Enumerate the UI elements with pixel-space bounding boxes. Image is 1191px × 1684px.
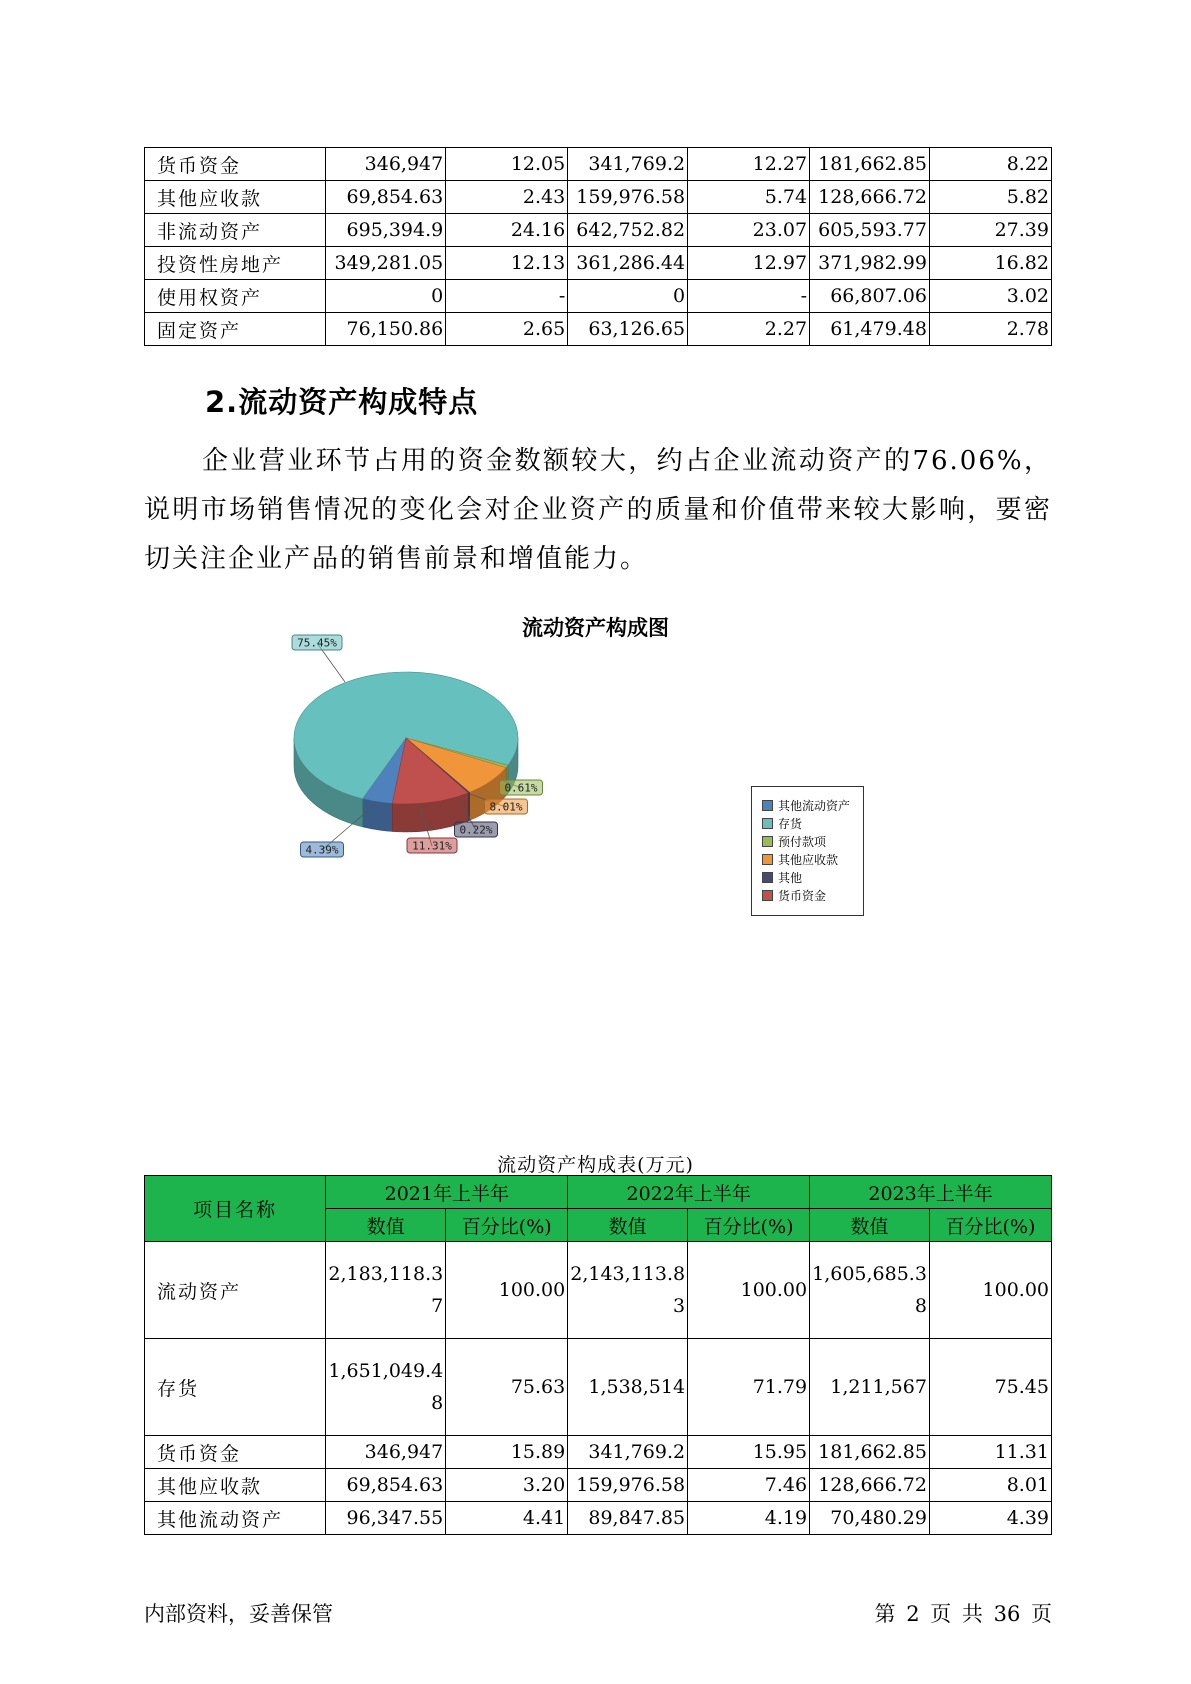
pie-chart bbox=[290, 630, 590, 870]
chart-title: 流动资产构成图 bbox=[522, 616, 669, 640]
footer-confidential-note: 内部资料，妥善保管 bbox=[144, 1602, 333, 1626]
legend-swatch bbox=[762, 818, 773, 829]
percent-cell: 75.63 bbox=[446, 1339, 568, 1436]
header-percent: 百分比(%) bbox=[929, 1209, 1051, 1242]
header-value: 数值 bbox=[326, 1209, 446, 1242]
percent-cell: 16.82 bbox=[929, 247, 1051, 280]
row-label: 其他应收款 bbox=[145, 1469, 326, 1502]
percent-cell: 12.05 bbox=[446, 148, 568, 181]
legend-label: 预付款项 bbox=[778, 834, 827, 849]
asset-structure-table-continued bbox=[144, 147, 1052, 346]
pie-label-text: 11.31% bbox=[412, 839, 452, 853]
row-label: 货币资金 bbox=[145, 1436, 326, 1469]
percent-cell: 27.39 bbox=[929, 214, 1051, 247]
percent-cell: 7.46 bbox=[688, 1469, 810, 1502]
value-cell: 1,211,567 bbox=[810, 1339, 930, 1436]
value-cell: 1,538,514 bbox=[568, 1339, 688, 1436]
row-label: 存货 bbox=[145, 1339, 326, 1436]
percent-cell: 24.16 bbox=[446, 214, 568, 247]
row-label: 流动资产 bbox=[145, 1242, 326, 1339]
value-cell: 605,593.77 bbox=[810, 214, 930, 247]
pie-label-text: 0.22% bbox=[459, 823, 493, 837]
value-cell: 181,662.85 bbox=[810, 148, 930, 181]
percent-cell: 12.13 bbox=[446, 247, 568, 280]
value-cell: 76,150.86 bbox=[326, 313, 446, 346]
value-cell: 2,183,118.37 bbox=[326, 1242, 446, 1339]
value-cell: 89,847.85 bbox=[568, 1502, 688, 1535]
percent-cell: - bbox=[688, 280, 810, 313]
header-value: 数值 bbox=[568, 1209, 688, 1242]
percent-cell: 8.22 bbox=[929, 148, 1051, 181]
current-assets-table bbox=[144, 1175, 1052, 1535]
row-label: 非流动资产 bbox=[145, 214, 326, 247]
value-cell: 371,982.99 bbox=[810, 247, 930, 280]
legend-swatch bbox=[762, 836, 773, 847]
row-label: 其他应收款 bbox=[145, 181, 326, 214]
legend-label: 其他 bbox=[778, 870, 803, 885]
value-cell: 346,947 bbox=[326, 1436, 446, 1469]
value-cell: 2,143,113.83 bbox=[568, 1242, 688, 1339]
header-year: 2023年上半年 bbox=[810, 1176, 1052, 1209]
percent-cell: 11.31 bbox=[929, 1436, 1051, 1469]
header-item-name: 项目名称 bbox=[145, 1176, 326, 1242]
value-cell: 695,394.9 bbox=[326, 214, 446, 247]
pie-label-text: 8.01% bbox=[489, 800, 523, 814]
percent-cell: 2.43 bbox=[446, 181, 568, 214]
percent-cell: 100.00 bbox=[446, 1242, 568, 1339]
percent-cell: 15.89 bbox=[446, 1436, 568, 1469]
value-cell: 642,752.82 bbox=[568, 214, 688, 247]
value-cell: 349,281.05 bbox=[326, 247, 446, 280]
percent-cell: 8.01 bbox=[929, 1469, 1051, 1502]
value-cell: 0 bbox=[326, 280, 446, 313]
percent-cell: 2.27 bbox=[688, 313, 810, 346]
percent-cell: 4.19 bbox=[688, 1502, 810, 1535]
section-heading: 2.流动资产构成特点 bbox=[205, 385, 479, 419]
header-year: 2022年上半年 bbox=[568, 1176, 810, 1209]
table-row bbox=[145, 1339, 1052, 1436]
percent-cell: 2.78 bbox=[929, 313, 1051, 346]
table-row bbox=[145, 247, 1052, 280]
legend-label: 其他应收款 bbox=[778, 852, 839, 867]
legend-item bbox=[762, 796, 863, 814]
header-value: 数值 bbox=[810, 1209, 930, 1242]
value-cell: 159,976.58 bbox=[568, 1469, 688, 1502]
legend-item bbox=[762, 886, 863, 904]
table-row bbox=[145, 280, 1052, 313]
table-row bbox=[145, 1436, 1052, 1469]
percent-cell: 100.00 bbox=[929, 1242, 1051, 1339]
value-cell: 341,769.2 bbox=[568, 1436, 688, 1469]
row-label: 使用权资产 bbox=[145, 280, 326, 313]
percent-cell: 4.39 bbox=[929, 1502, 1051, 1535]
section-paragraph: 企业营业环节占用的资金数额较大，约占企业流动资产的76.06%，说明市场销售情况的变化会对企业资产的质量和价值带来较大影响，要密切关注企业产品的销售前景和增值能力。 bbox=[144, 446, 1052, 574]
table-row bbox=[145, 1469, 1052, 1502]
value-cell: 66,807.06 bbox=[810, 280, 930, 313]
value-cell: 0 bbox=[568, 280, 688, 313]
value-cell: 1,605,685.38 bbox=[810, 1242, 930, 1339]
pie-label-text: 4.39% bbox=[305, 843, 339, 857]
legend-swatch bbox=[762, 872, 773, 883]
value-cell: 1,651,049.48 bbox=[326, 1339, 446, 1436]
percent-cell: 23.07 bbox=[688, 214, 810, 247]
pie-slice-side bbox=[363, 799, 393, 832]
legend-label: 货币资金 bbox=[778, 888, 827, 903]
value-cell: 70,480.29 bbox=[810, 1502, 930, 1535]
percent-cell: - bbox=[446, 280, 568, 313]
table-row bbox=[145, 1242, 1052, 1339]
header-percent: 百分比(%) bbox=[688, 1209, 810, 1242]
value-cell: 361,286.44 bbox=[568, 247, 688, 280]
value-cell: 341,769.2 bbox=[568, 148, 688, 181]
table-row bbox=[145, 214, 1052, 247]
legend-label: 存货 bbox=[778, 816, 803, 831]
percent-cell: 15.95 bbox=[688, 1436, 810, 1469]
footer-page-number: 第 2 页 共 36 页 bbox=[874, 1602, 1052, 1626]
row-label: 固定资产 bbox=[145, 313, 326, 346]
pie-label-text: 75.45% bbox=[297, 636, 337, 650]
chart-legend bbox=[751, 786, 864, 916]
legend-swatch bbox=[762, 854, 773, 865]
value-cell: 63,126.65 bbox=[568, 313, 688, 346]
header-year: 2021年上半年 bbox=[326, 1176, 568, 1209]
percent-cell: 3.20 bbox=[446, 1469, 568, 1502]
legend-item bbox=[762, 868, 863, 886]
value-cell: 96,347.55 bbox=[326, 1502, 446, 1535]
row-label: 投资性房地产 bbox=[145, 247, 326, 280]
percent-cell: 100.00 bbox=[688, 1242, 810, 1339]
legend-item bbox=[762, 832, 863, 850]
percent-cell: 71.79 bbox=[688, 1339, 810, 1436]
row-label: 其他流动资产 bbox=[145, 1502, 326, 1535]
table-row bbox=[145, 1502, 1052, 1535]
value-cell: 69,854.63 bbox=[326, 1469, 446, 1502]
pie-data-label bbox=[500, 780, 543, 795]
pie-data-label bbox=[292, 635, 345, 682]
legend-swatch bbox=[762, 800, 773, 811]
percent-cell: 3.02 bbox=[929, 280, 1051, 313]
legend-item bbox=[762, 814, 863, 832]
value-cell: 69,854.63 bbox=[326, 181, 446, 214]
value-cell: 128,666.72 bbox=[810, 1469, 930, 1502]
table-row bbox=[145, 313, 1052, 346]
pie-label-text: 0.61% bbox=[504, 781, 538, 795]
percent-cell: 75.45 bbox=[929, 1339, 1051, 1436]
percent-cell: 12.97 bbox=[688, 247, 810, 280]
value-cell: 128,666.72 bbox=[810, 181, 930, 214]
value-cell: 346,947 bbox=[326, 148, 446, 181]
percent-cell: 4.41 bbox=[446, 1502, 568, 1535]
value-cell: 181,662.85 bbox=[810, 1436, 930, 1469]
percent-cell: 2.65 bbox=[446, 313, 568, 346]
table-row bbox=[145, 181, 1052, 214]
legend-label: 其他流动资产 bbox=[778, 798, 851, 813]
percent-cell: 5.74 bbox=[688, 181, 810, 214]
value-cell: 159,976.58 bbox=[568, 181, 688, 214]
percent-cell: 5.82 bbox=[929, 181, 1051, 214]
table-caption: 流动资产构成表(万元) bbox=[497, 1154, 694, 1176]
table-row bbox=[145, 148, 1052, 181]
value-cell: 61,479.48 bbox=[810, 313, 930, 346]
header-percent: 百分比(%) bbox=[446, 1209, 568, 1242]
legend-swatch bbox=[762, 890, 773, 901]
percent-cell: 12.27 bbox=[688, 148, 810, 181]
legend-item bbox=[762, 850, 863, 868]
row-label: 货币资金 bbox=[145, 148, 326, 181]
